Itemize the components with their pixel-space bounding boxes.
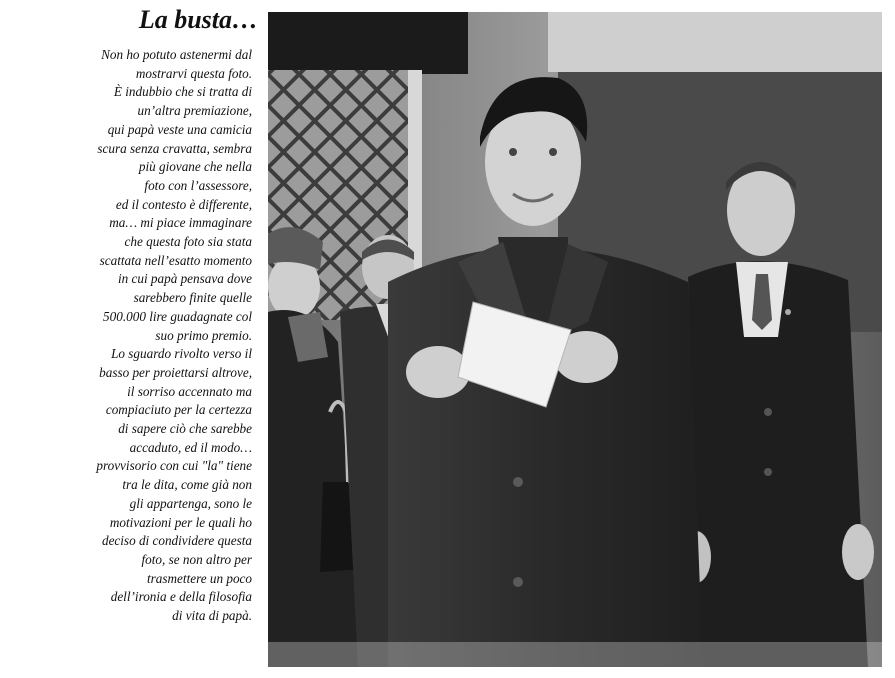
caption-line: un’altra premiazione, [137, 103, 252, 119]
caption-line: dell’ironia e della filosofia [110, 589, 252, 605]
caption-line: in cui papà pensava dove [117, 271, 252, 287]
ceiling-beam [268, 12, 468, 74]
caption-line: foto con l’assessore, [144, 177, 252, 193]
caption-line: scura senza cravatta, sembra [97, 140, 252, 156]
caption-line: gli appartenga, sono le [129, 495, 252, 511]
caption-line: ed il contesto è differente, [115, 196, 252, 212]
caption-line: il sorriso accennato ma [127, 383, 252, 399]
caption-line: motivazioni per le quali ho [109, 514, 252, 530]
caption-line: sarebbero finite quelle [133, 290, 252, 306]
caption-line: basso per proiettarsi altrove, [99, 364, 252, 380]
caption-line: È indubbio che si tratta di [113, 84, 252, 100]
caption-line: tra le dita, come già non [122, 477, 252, 493]
page-title: La busta… [138, 5, 258, 34]
caption-line: Non ho potuto astenermi dal [101, 47, 252, 62]
caption-line: provvisorio con cui "la" tiene [96, 458, 252, 474]
caption-line: di sapere ciò che sarebbe [118, 421, 252, 437]
caption-line: ma… mi piace immaginare [109, 215, 252, 231]
caption-line: di vita di papà. [172, 608, 252, 624]
caption-text [44, 46, 252, 626]
caption-line: scattata nell’esatto momento [99, 252, 252, 268]
caption-line: trasmettere un poco [147, 570, 252, 586]
caption-line: foto, se non altro per [141, 551, 252, 567]
caption-line: che questa foto sia stata [124, 234, 252, 250]
black-and-white-photo [268, 12, 882, 667]
caption-line: accaduto, ed il modo… [129, 439, 252, 455]
caption-line: suo primo premio. [155, 327, 252, 343]
caption-line: più giovane che nella [138, 159, 252, 175]
caption-line: mostrarvi questa foto. [135, 65, 252, 81]
photo-illustration [268, 12, 882, 667]
floor [268, 642, 882, 667]
caption-line: qui papà veste una camicia [107, 121, 252, 137]
caption-line: 500.000 lire guadagnate col [103, 308, 252, 324]
caption-line: deciso di condividere questa [101, 533, 252, 549]
caption-line: Lo sguardo rivolto verso il [111, 346, 252, 362]
caption-line: compiaciuto per la certezza [105, 402, 252, 418]
wall-panel [548, 12, 882, 72]
